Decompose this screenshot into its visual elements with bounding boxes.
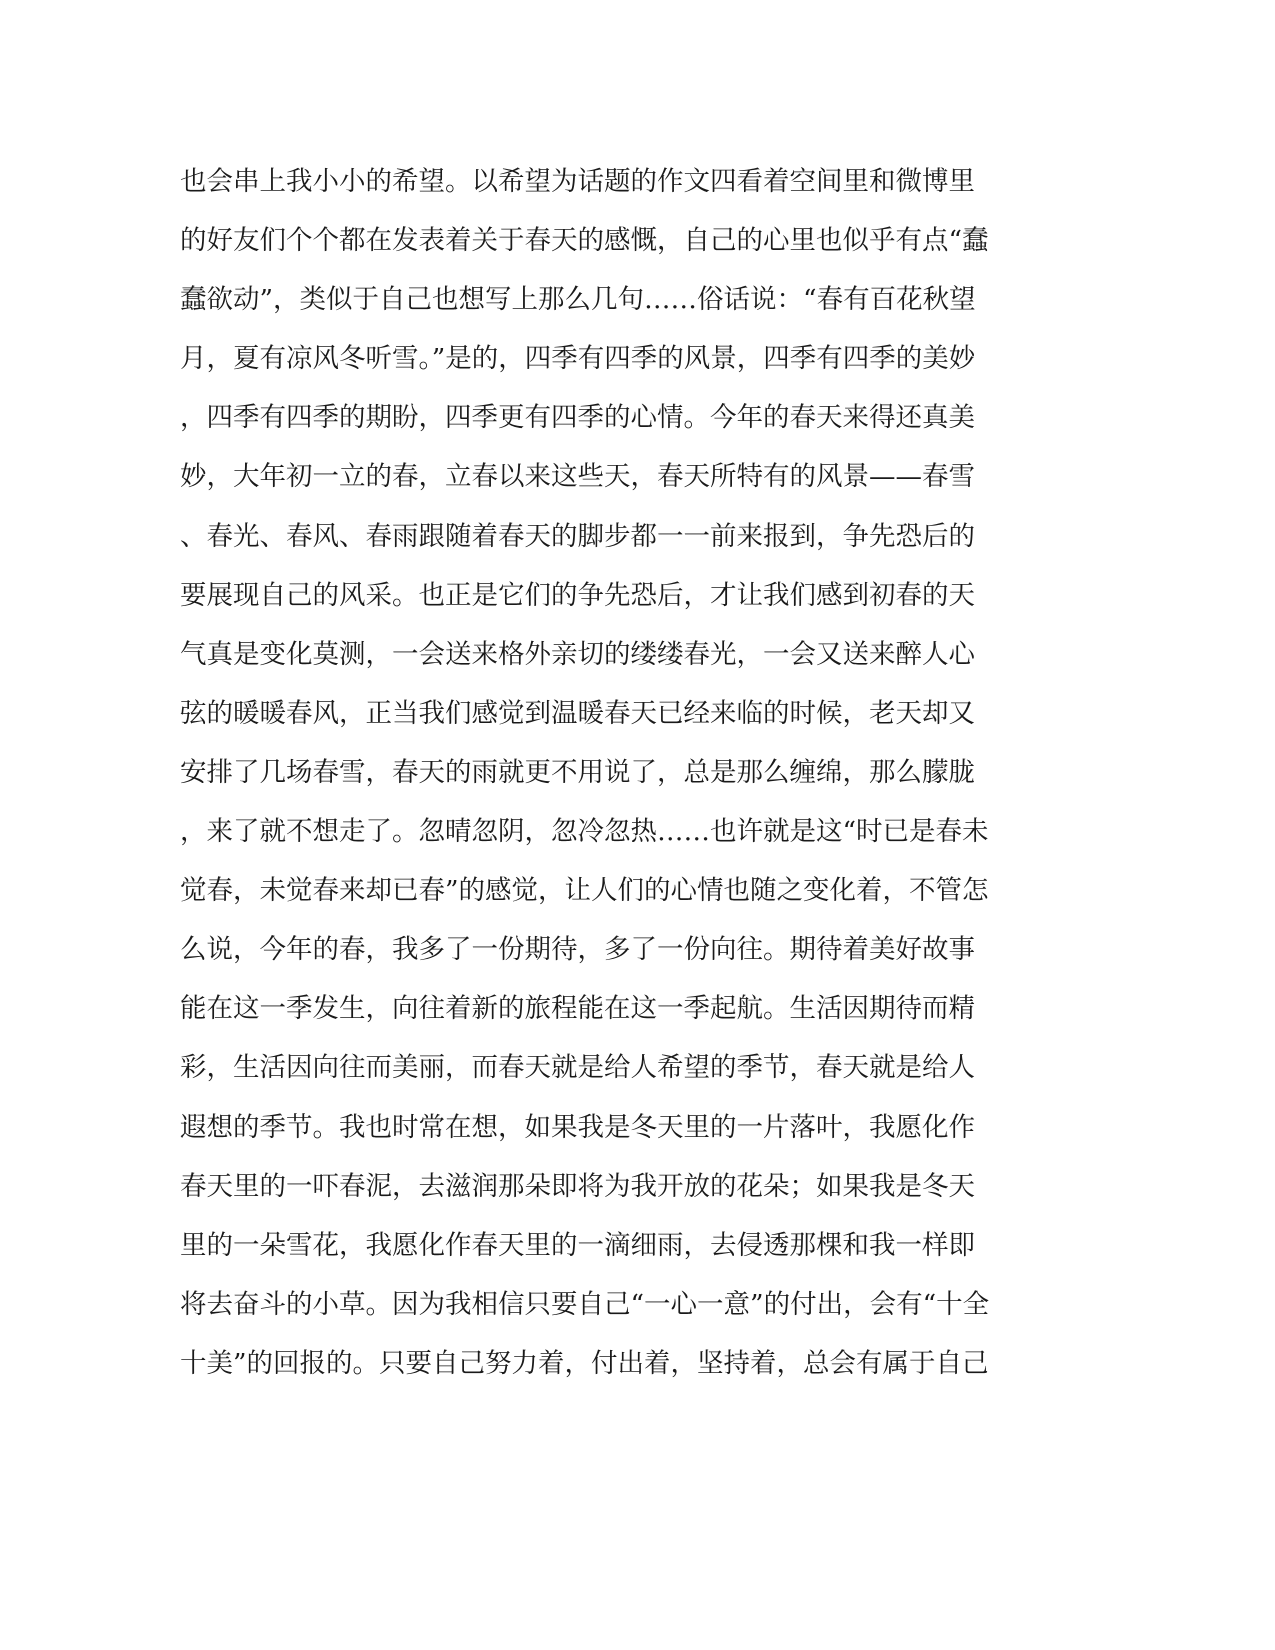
text-line: 、春光、春风、春雨跟随着春天的脚步都一一前来报到，争先恐后的 [180,520,975,552]
text-line: 将去奋斗的小草。因为我相信只要自己“一心一意”的付出，会有“十全 [180,1288,990,1320]
text-line: 能在这一季发生，向往着新的旅程能在这一季起航。生活因期待而精 [180,993,975,1025]
text-line: 的好友们个个都在发表着关于春天的感慨，自己的心里也似乎有点“蠢 [180,225,989,257]
text-line: 十美”的回报的。只要自己努力着，付出着，坚持着，总会有属于自己 [180,1347,989,1379]
text-line: 么说，今年的春，我多了一份期待，多了一份向往。期待着美好故事 [180,934,975,966]
text-line: 月，夏有凉风冬听雪。”是的，四季有四季的风景，四季有四季的美妙 [180,343,976,375]
text-line: ，来了就不想走了。忽晴忽阴，忽冷忽热……也许就是这“时已是春未 [180,816,989,848]
text-line: 觉春，未觉春来却已春”的感觉，让人们的心情也随之变化着，不管怎 [180,875,989,907]
text-line: 遐想的季节。我也时常在想，如果我是冬天里的一片落叶，我愿化作 [180,1111,975,1143]
text-line: ，四季有四季的期盼，四季更有四季的心情。今年的春天来得还真美 [180,402,975,434]
text-line: 春天里的一吓春泥，去滋润那朵即将为我开放的花朵；如果我是冬天 [180,1170,975,1202]
text-line: 妙，大年初一立的春，立春以来这些天，春天所特有的风景——春雪 [180,461,975,493]
text-line: 安排了几场春雪，春天的雨就更不用说了，总是那么缠绵，那么朦胧 [180,756,975,788]
text-line: 气真是变化莫测，一会送来格外亲切的缕缕春光，一会又送来醉人心 [180,638,975,670]
body-text [180,162,1040,1403]
text-line: 蠢欲动”，类似于自己也想写上那么几句……俗话说：“春有百花秋望 [180,284,976,316]
text-line: 里的一朵雪花，我愿化作春天里的一滴细雨，去侵透那棵和我一样即 [180,1229,975,1261]
text-line: 彩，生活因向往而美丽，而春天就是给人希望的季节，春天就是给人 [180,1052,975,1084]
text-line: 弦的暖暖春风，正当我们感觉到温暖春天已经来临的时候，老天却又 [180,697,975,729]
text-line: 也会串上我小小的希望。以希望为话题的作文四看着空间里和微博里 [180,166,975,197]
text-line: 要展现自己的风采。也正是它们的争先恐后，才让我们感到初春的天 [180,579,975,611]
